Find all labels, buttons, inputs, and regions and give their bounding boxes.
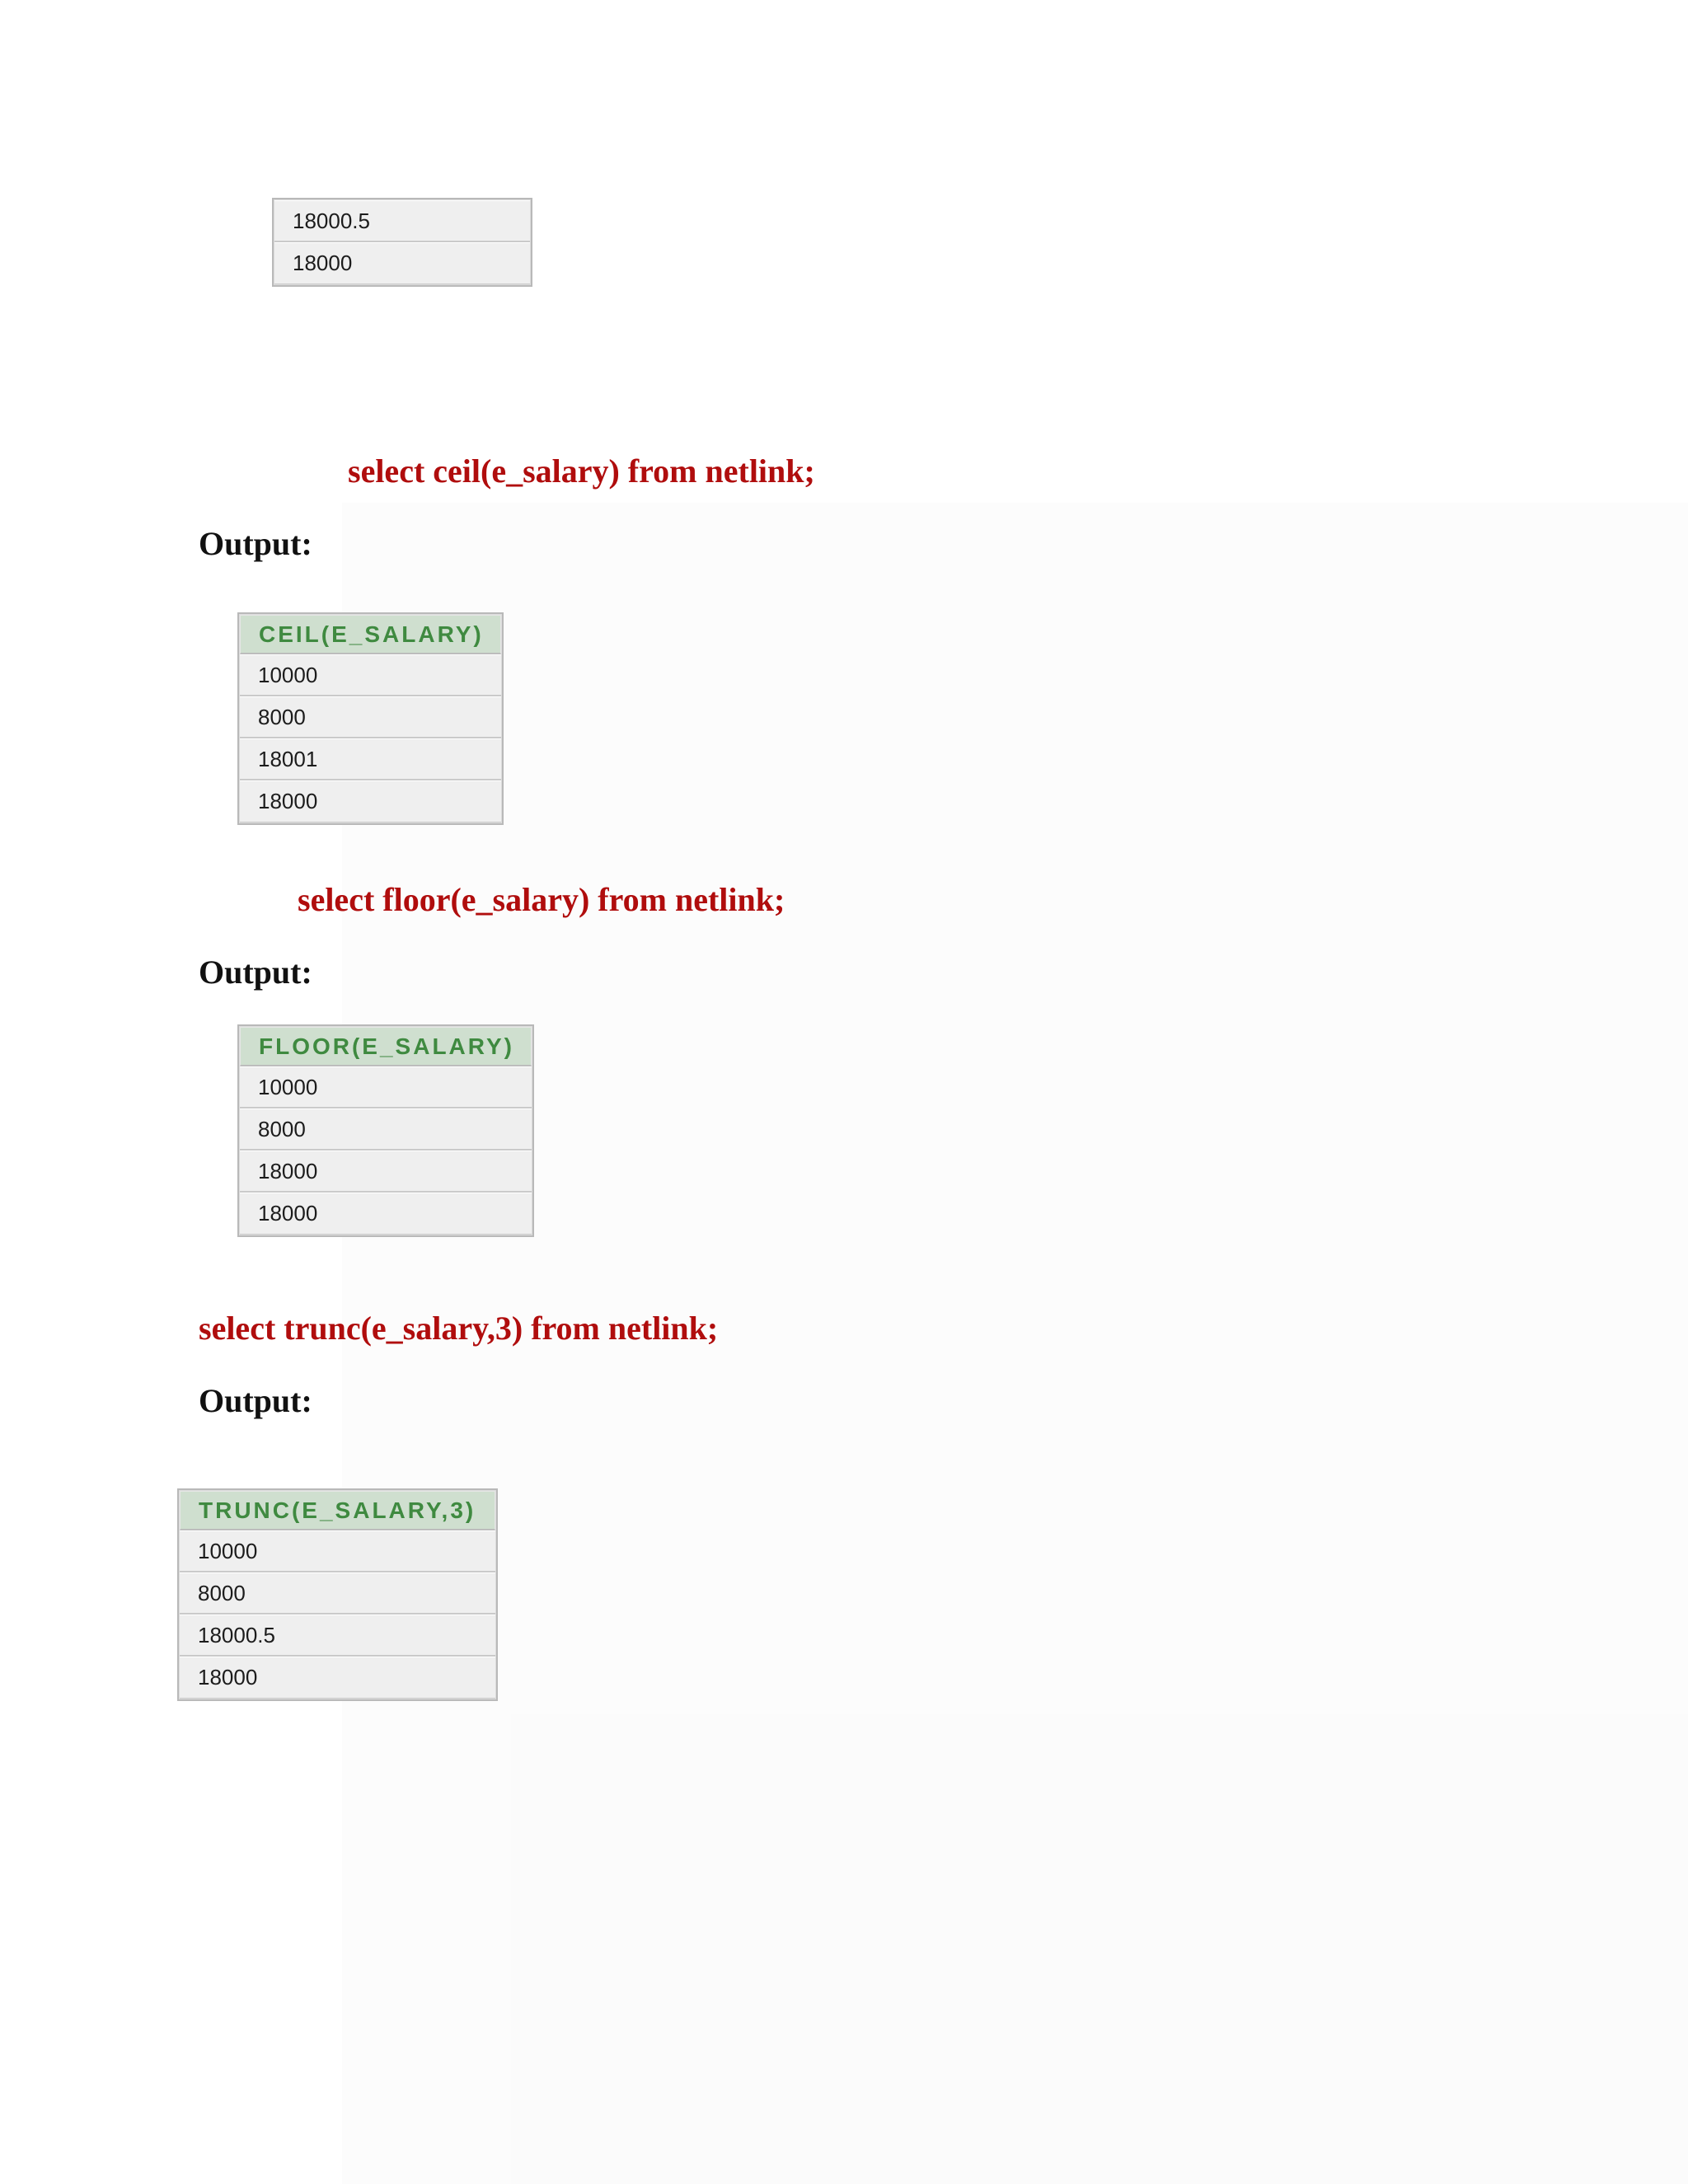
table-row: 18000	[274, 242, 530, 284]
table-row: 18001	[240, 738, 501, 780]
trunc-output-label: Output:	[199, 1382, 312, 1419]
trunc-result-table	[177, 1488, 498, 1701]
ceil-output-label: Output:	[199, 525, 312, 562]
table-row: 18000.5	[180, 1615, 495, 1657]
table-row: 8000	[240, 1108, 532, 1151]
table-row: 18000	[240, 1151, 532, 1193]
table-row: 10000	[240, 1066, 532, 1108]
table-row: 18000	[240, 780, 501, 823]
table-row: 18000	[240, 1193, 532, 1235]
trunc-query-text: select trunc(e_salary,3) from netlink;	[199, 1310, 719, 1347]
table-row: 10000	[240, 654, 501, 696]
floor-query-text: select floor(e_salary) from netlink;	[298, 881, 785, 918]
table-row: 18000	[180, 1657, 495, 1699]
ceil-result-table	[237, 612, 504, 825]
floor-result-table	[237, 1024, 534, 1237]
table-header: CEIL(E_SALARY)	[240, 615, 501, 654]
table-header: TRUNC(E_SALARY,3)	[180, 1491, 495, 1530]
fragment-result-table	[272, 198, 532, 287]
table-row: 8000	[180, 1572, 495, 1615]
page-background-panel-lower	[511, 1714, 1688, 2184]
table-header: FLOOR(E_SALARY)	[240, 1027, 532, 1066]
table-row: 8000	[240, 696, 501, 738]
floor-output-label: Output:	[199, 954, 312, 991]
ceil-query-text: select ceil(e_salary) from netlink;	[348, 452, 815, 490]
table-row: 10000	[180, 1530, 495, 1572]
table-row: 18000.5	[274, 200, 530, 242]
